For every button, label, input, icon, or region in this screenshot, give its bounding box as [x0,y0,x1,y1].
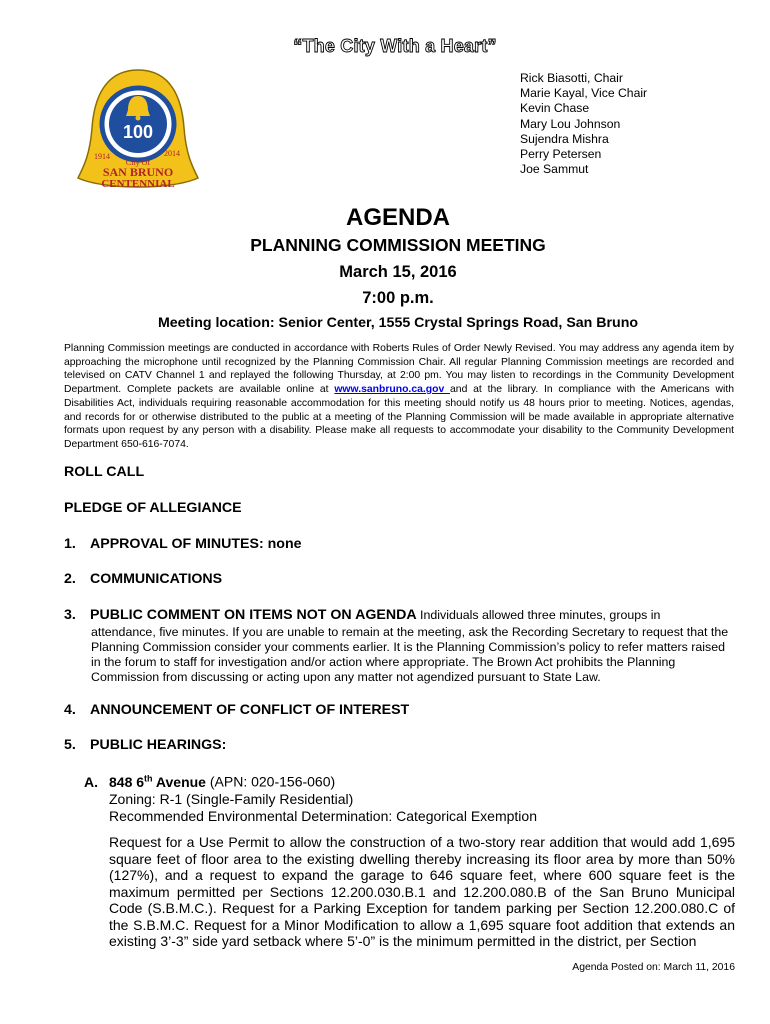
agenda-item-3 [64,606,736,624]
item-title: APPROVAL OF MINUTES: none [90,536,302,552]
hearing-zoning: Zoning: R-1 (Single-Family Residential) [109,790,354,807]
san-bruno-centennial-logo [74,66,202,198]
item-title: ANNOUNCEMENT OF CONFLICT OF INTEREST [90,702,410,718]
member-name: Kevin Chase [520,101,590,116]
item-number: 3. [64,607,76,623]
hearing-request: Request for a Use Permit to allow the construction of a two-story rear addition that would add 1,695 square feet of floor area to the existing dwelling thereby increasing its floor area by more than 50% (127%), and a request to expand the garage to 646 square feet, where 600 square feet is the maximum permitted per Sections 12.200.030.B.1 and 12.200.080.B of the San Bruno Municipal Code (S.B.M.C.). Request for a Parking Exception for tandem parking per Section 12.200.080.C of the S.B.M.C. Request for a Minor Modification to allow a 1,695 square foot addition that extends an existing 3’-3” side yard setback where 5’-0” is the minimum permitted in the district, per Section [109,834,735,949]
item-title: COMMUNICATIONS [90,571,223,587]
logo-year-start: 1914 [94,152,110,161]
item-title: PUBLIC COMMENT ON ITEMS NOT ON AGENDA [90,607,417,623]
item-title: PUBLIC HEARINGS: [90,737,227,753]
agenda-item-5 [64,737,226,753]
meeting-location: Meeting location: Senior Center, 1555 Crystal Springs Road, San Bruno [157,315,639,331]
intro-paragraph [64,342,734,452]
meeting-time: 7:00 p.m. [362,289,434,307]
pledge-heading: PLEDGE OF ALLEGIANCE [64,500,242,516]
logo-line3: CENTENNIAL [101,178,175,190]
agenda-item-1 [64,536,302,552]
item-number: 4. [64,702,76,718]
member-name: Rick Biasotti, Chair [520,71,623,85]
item-number: 5. [64,737,76,753]
intro-text: Planning Commission meetings are conducted in accordance with Roberts Rules of Order Newly Revised. You may address any agenda item by approaching the microphone until recognized by the Planning Commission Chair. All regular Planning Commission meetings are recorded and televised on CATV Channel 1 and replayed the following Thursday, at 2:00 pm. You may listen to recordings in the Community Development Department. Complete packets are available online at [64,343,734,396]
hearing-address-line [84,770,537,791]
logo-line2: SAN BRUNO [102,165,174,179]
commission-members [520,71,647,177]
city-motto: “The City With a Heart” [293,36,497,56]
logo-number: 100 [122,122,154,142]
hearing-address: 848 6th Avenue [109,773,206,790]
member-name: Perry Petersen [520,147,602,162]
hearing-letter: A. [84,773,98,790]
item-inline-text: Individuals allowed three minutes, groups in [416,608,661,622]
item-3-body: attendance, five minutes. If you are unable to remain at the meeting, ask the Recording Secretary to request that the Planning Commission consider your comments earlier. It is the Planning Commission’s policy to refer matters raised in the forum to staff for investigation and/or action where appropriate. The Brown Act prohibits the Planning Commission from discussing or acting upon any matter not agendized pursuant to State Law. [91,625,729,684]
member-name: Joe Sammut [520,162,589,177]
website-link[interactable]: www.sanbruno.ca.gov [334,384,451,396]
item-number: 2. [64,571,76,587]
agenda-item-4 [64,702,409,718]
member-name: Sujendra Mishra [520,131,609,146]
agenda-item-2 [64,571,222,587]
hearing-environmental: Recommended Environmental Determination: Categorical Exemption [109,807,537,824]
logo-line1: City Of [125,158,151,167]
roll-call-heading: ROLL CALL [64,464,145,480]
member-name: Mary Lou Johnson [520,116,621,131]
hearing-apn: (APN: 020-156-060) [205,773,336,790]
item-number: 1. [64,536,76,552]
meeting-date: March 15, 2016 [339,263,457,281]
public-hearing-a [84,770,537,825]
agenda-title: AGENDA [345,204,450,231]
member-name: Marie Kayal, Vice Chair [520,86,648,101]
posted-date: Agenda Posted on: March 11, 2016 [572,962,735,973]
logo-year-end: 2014 [164,149,180,158]
intro-text-continued: and at the library. In compliance with the Americans with Disabilities Act, individuals requiring reasonable accommodation for this meeting should notify us 48 hours prior to meeting. Notices, agendas, and records for or otherwise distributed to the public at a meeting of the Planning Commission will be made available in appropriate alternative formats upon request by any person with a disability. Please make all requests to accommodate your disability to the Community Development Department 650-616-7074. [64,384,735,450]
meeting-title: PLANNING COMMISSION MEETING [250,235,546,255]
